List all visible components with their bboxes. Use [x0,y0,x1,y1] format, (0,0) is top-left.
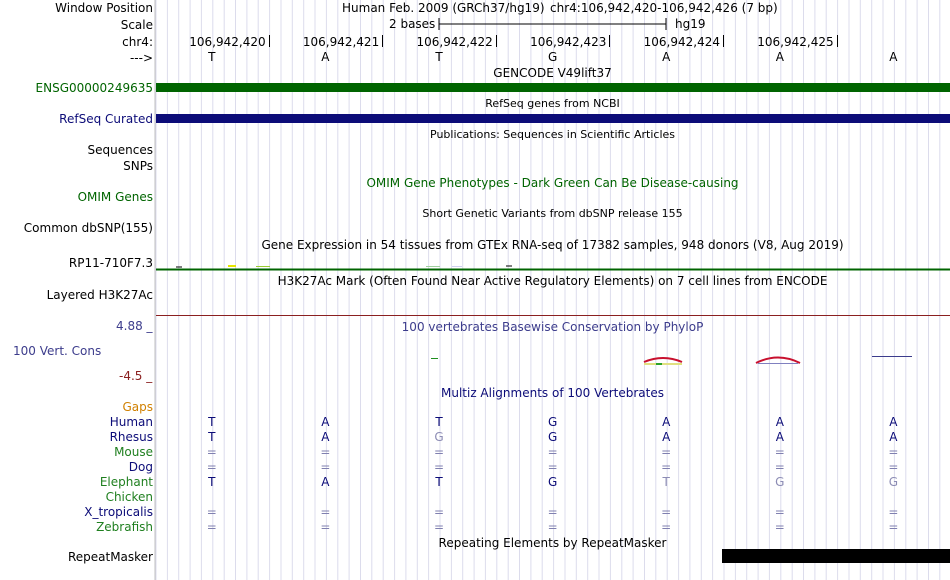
multiz-base: = [661,445,672,459]
multiz-base: A [889,430,898,444]
repeatmasker-element-bar[interactable] [722,549,950,563]
repeatmasker-track-title[interactable]: Repeating Elements by RepeatMasker [438,536,667,550]
multiz-base: A [321,475,330,489]
ruler-coordinate: 106,942,425 [757,35,834,49]
phylop-min-value: -4.5 _ [119,369,153,383]
multiz-base: = [320,445,331,459]
multiz-species-label[interactable]: X_tropicalis [84,505,153,519]
multiz-base: A [889,415,898,429]
multiz-base: A [321,415,330,429]
multiz-base: G [547,475,558,489]
multiz-base: G [547,430,558,444]
refseq-track-title[interactable]: RefSeq genes from NCBI [485,97,620,110]
multiz-species-label[interactable]: Chicken [105,490,153,504]
window-position-label: Window Position [55,1,153,15]
assembly-name: Human Feb. 2009 (GRCh37/hg19) [342,1,545,15]
strand-label: ---> [129,51,153,65]
multiz-base: = [433,505,445,519]
multiz-species-label[interactable]: Human [109,415,153,429]
multiz-species-label[interactable]: Mouse [114,445,153,459]
omim-label[interactable]: OMIM Genes [77,190,153,204]
ruler-coordinate: 106,942,422 [416,35,493,49]
reference-base: A [662,50,671,64]
reference-base: A [321,50,330,64]
ruler-coordinate: 106,942,423 [530,35,607,49]
h3k27ac-track-title[interactable]: H3K27Ac Mark (Often Found Near Active Regulatory Elements) on 7 cell lines from ENCODE [277,274,828,288]
multiz-base: = [206,505,217,519]
refseq-gene-bar[interactable] [156,114,950,123]
multiz-base: A [321,430,330,444]
reference-base: A [889,50,898,64]
phylop-conservation-graph[interactable] [156,340,950,370]
multiz-base: A [775,430,784,444]
multiz-base: T [208,415,216,429]
scale-bar [438,16,668,32]
multiz-base: = [547,445,558,459]
multiz-base: = [206,445,217,459]
phylop-label[interactable]: 100 Vert. Cons [13,344,102,358]
multiz-base: = [320,505,331,519]
multiz-base: = [547,520,558,534]
reference-base: G [547,50,558,64]
ruler-tick [723,35,724,47]
ruler-tick [382,35,383,47]
ruler-tick [837,35,838,47]
multiz-base: = [774,520,785,534]
multiz-base: G [547,415,558,429]
scale-db: hg19 [675,17,706,31]
multiz-base: = [661,520,672,534]
multiz-base: T [435,415,443,429]
dbsnp-track-title[interactable]: Short Genetic Variants from dbSNP release 155 [422,207,683,220]
repeatmasker-label[interactable]: RepeatMasker [67,550,153,564]
multiz-base: = [774,445,785,459]
multiz-base: G [434,430,444,444]
multiz-base: A [662,415,671,429]
ruler-tick [269,35,270,47]
publications-sequences-label[interactable]: Sequences [87,143,153,157]
multiz-base: = [433,520,445,534]
multiz-base: T [435,475,443,489]
gencode-gene-bar[interactable] [156,83,950,92]
reference-base: A [775,50,784,64]
multiz-base: = [206,460,217,474]
ruler-coordinate: 106,942,424 [643,35,720,49]
multiz-base: = [320,460,331,474]
multiz-base: T [662,475,670,489]
multiz-track-title[interactable]: Multiz Alignments of 100 Vertebrates [440,386,665,400]
ruler-tick [609,35,610,47]
scale-label: Scale [120,18,153,32]
multiz-base: = [661,460,672,474]
gencode-item-label[interactable]: ENSG00000249635 [35,81,153,95]
gtex-expression-graph[interactable] [156,262,950,272]
multiz-base: = [433,460,445,474]
multiz-base: = [888,520,899,534]
multiz-gaps-label[interactable]: Gaps [122,400,153,414]
multiz-base: = [661,505,672,519]
multiz-base: T [208,475,216,489]
h3k27ac-label[interactable]: Layered H3K27Ac [46,288,153,302]
multiz-species-label[interactable]: Rhesus [109,430,153,444]
multiz-base: = [888,445,899,459]
publications-track-title[interactable]: Publications: Sequences in Scientific Articles [430,128,675,141]
gtex-track-title[interactable]: Gene Expression in 54 tissues from GTEx RNA-seq of 17382 samples, 948 donors (V8, Aug 2019) [261,238,844,252]
multiz-base: G [888,475,899,489]
multiz-species-label[interactable]: Zebrafish [96,520,153,534]
multiz-base: = [320,520,331,534]
gencode-track-title[interactable]: GENCODE V49lift37 [493,66,612,80]
multiz-species-label[interactable]: Dog [128,460,153,474]
multiz-base: = [774,505,785,519]
multiz-base: = [547,505,558,519]
ruler-coordinate: 106,942,421 [302,35,380,49]
multiz-base: G [775,475,785,489]
multiz-base: = [206,520,217,534]
phylop-max-value: 4.88 _ [116,319,153,333]
scale-text: 2 bases [389,17,436,31]
multiz-base: = [547,460,558,474]
multiz-base: A [662,430,671,444]
chrom-label: chr4: [122,35,153,49]
ruler-coordinate: 106,942,420 [189,35,266,49]
multiz-base: T [208,430,216,444]
reference-base: T [435,50,443,64]
multiz-base: = [888,460,899,474]
multiz-base: A [775,415,784,429]
reference-base: T [208,50,216,64]
refseq-label[interactable]: RefSeq Curated [59,112,153,126]
omim-track-title[interactable]: OMIM Gene Phenotypes - Dark Green Can Be Disease-causing [366,176,739,190]
multiz-base: = [888,505,899,519]
gtex-label[interactable]: RP11-710F7.3 [68,256,153,270]
window-position-value: chr4:106,942,420-106,942,426 (7 bp) [550,1,778,15]
h3k27ac-signal-line[interactable] [156,315,950,316]
ruler-tick [496,35,497,47]
dbsnp-label[interactable]: Common dbSNP(155) [23,221,153,235]
phylop-track-title[interactable]: 100 vertebrates Basewise Conservation by PhyloP [401,320,704,334]
multiz-base: = [774,460,785,474]
multiz-species-label[interactable]: Elephant [99,475,153,489]
publications-snps-label[interactable]: SNPs [123,159,153,173]
multiz-base: = [433,445,445,459]
